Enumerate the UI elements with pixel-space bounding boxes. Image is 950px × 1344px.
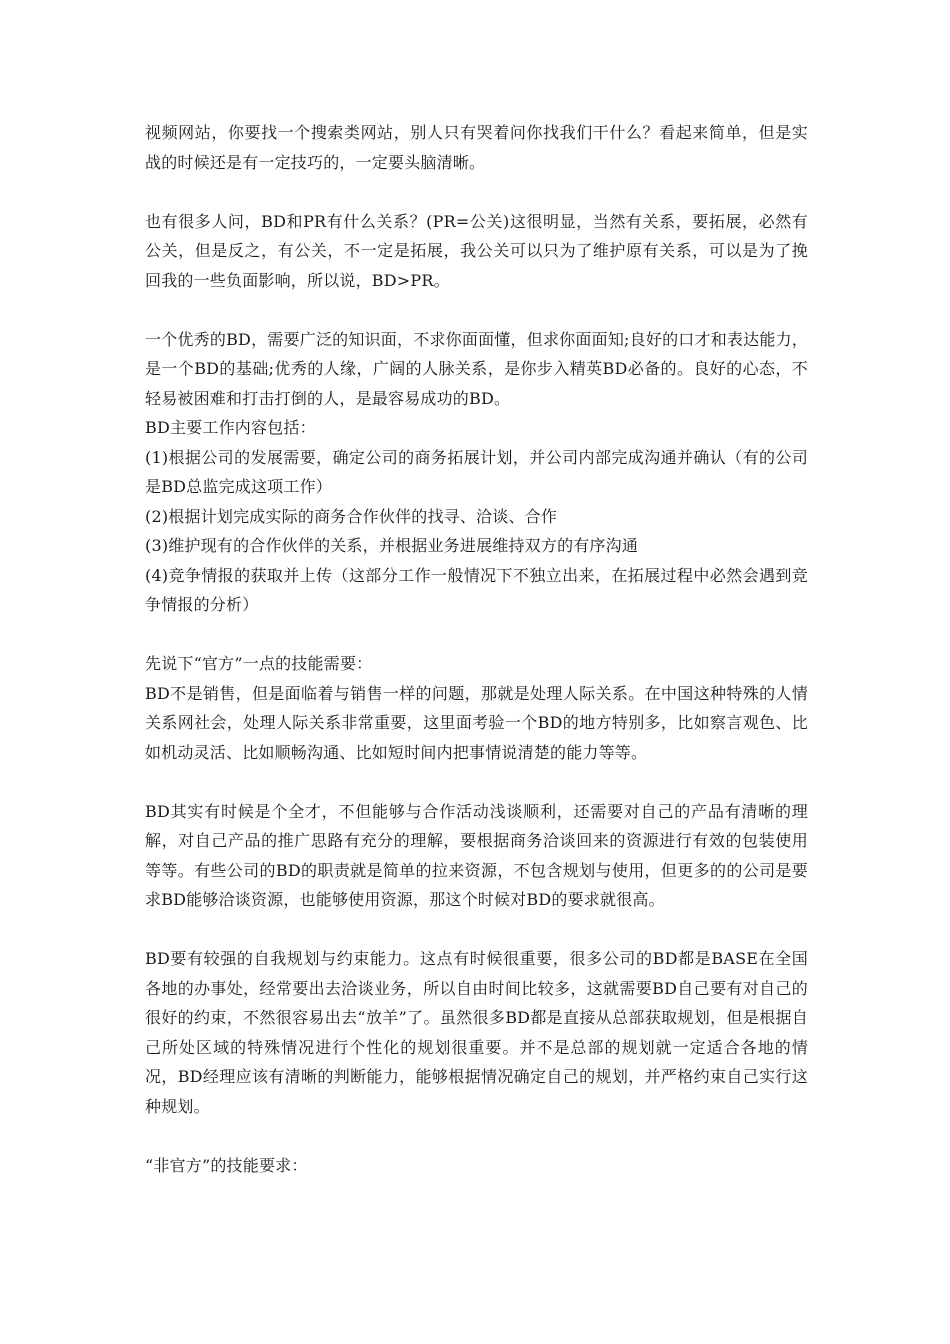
duties-heading: BD主要工作内容包括： bbox=[145, 418, 316, 437]
duty-item-1: (1)根据公司的发展需要，确定公司的商务拓展计划，并公司内部完成沟通并确认（有的公司是BD总监完成这项工作） bbox=[145, 447, 808, 496]
paragraph-gap bbox=[145, 177, 808, 207]
duty-item-4: (4)竞争情报的获取并上传（这部分工作一般情况下不独立出来，在拓展过程中必然会遇到竞争情报的分析） bbox=[145, 565, 808, 614]
official-skills-heading: 先说下“官方”一点的技能需要： bbox=[145, 654, 373, 673]
unofficial-skills-heading: “非官方”的技能要求： bbox=[145, 1155, 308, 1175]
paragraph-excellent-bd: 一个优秀的BD，需要广泛的知识面，不求你面面懂，但求你面面知;良好的口才和表达能力，是一个BD的基础;优秀的人缘，广阔的人脉关系，是你步入精英BD必备的。良好的心态，不轻易被困难和打击打倒的人，是最容易成功的BD。 bbox=[145, 329, 808, 408]
paragraph-gap bbox=[145, 915, 808, 945]
paragraph-gap bbox=[145, 767, 808, 797]
document-body bbox=[145, 118, 808, 1180]
paragraph-self-discipline: BD要有较强的自我规划与约束能力。这点有时候很重要，很多公司的BD都是BASE在全国各地的办事处，经常要出去洽谈业务，所以自由时间比较多，这就需要BD自己要有对自己的很好的约束，不然很容易出去“放羊”了。虽然很多BD都是直接从总部获取规划，但是根据自己所处区域的特殊情况进行个性化的规划很重要。并不是总部的规划就一定适合各地的情况，BD经理应该有清晰的判断能力，能够根据情况确定自己的规划，并严格约束自己实行这种规划。 bbox=[145, 949, 808, 1116]
paragraph-gap bbox=[145, 1121, 808, 1151]
paragraph-interpersonal: BD不是销售，但是面临着与销售一样的问题，那就是处理人际关系。在中国这种特殊的人情关系网社会，处理人际关系非常重要，这里面考验一个BD的地方特别多，比如察言观色、比如机动灵活、比如顺畅沟通、比如短时间内把事情说清楚的能力等等。 bbox=[145, 683, 808, 762]
duty-item-2: (2)根据计划完成实际的商务合作伙伴的找寻、洽谈、合作 bbox=[145, 506, 558, 526]
duty-item-3: (3)维护现有的合作伙伴的关系，并根据业务进展维持双方的有序沟通 bbox=[145, 536, 639, 555]
paragraph-gap bbox=[145, 620, 808, 650]
paragraph-bd-vs-pr: 也有很多人问，BD和PR有什么关系？(PR=公关)这很明显，当然有关系，要拓展，必然有公关，但是反之，有公关，不一定是拓展，我公关可以只为了维护原有关系，可以是为了挽回我的一些负面影响，所以说，BD>PR。 bbox=[145, 211, 808, 290]
paragraph-gap bbox=[145, 295, 808, 325]
paragraph-video-sites: 视频网站，你要找一个搜索类网站，别人只有哭着问你找我们干什么？看起来简单，但是实战的时候还是有一定技巧的，一定要头脑清晰。 bbox=[145, 123, 808, 172]
paragraph-all-rounder: BD其实有时候是个全才，不但能够与合作活动浅谈顺利，还需要对自己的产品有清晰的理解，对自己产品的推广思路有充分的理解，要根据商务洽谈回来的资源进行有效的包装使用等等。有些公司的BD的职责就是简单的拉来资源，不包含规划与使用，但更多的的公司是要求BD能够洽谈资源，也能够使用资源，那这个时候对BD的要求就很高。 bbox=[145, 801, 808, 909]
